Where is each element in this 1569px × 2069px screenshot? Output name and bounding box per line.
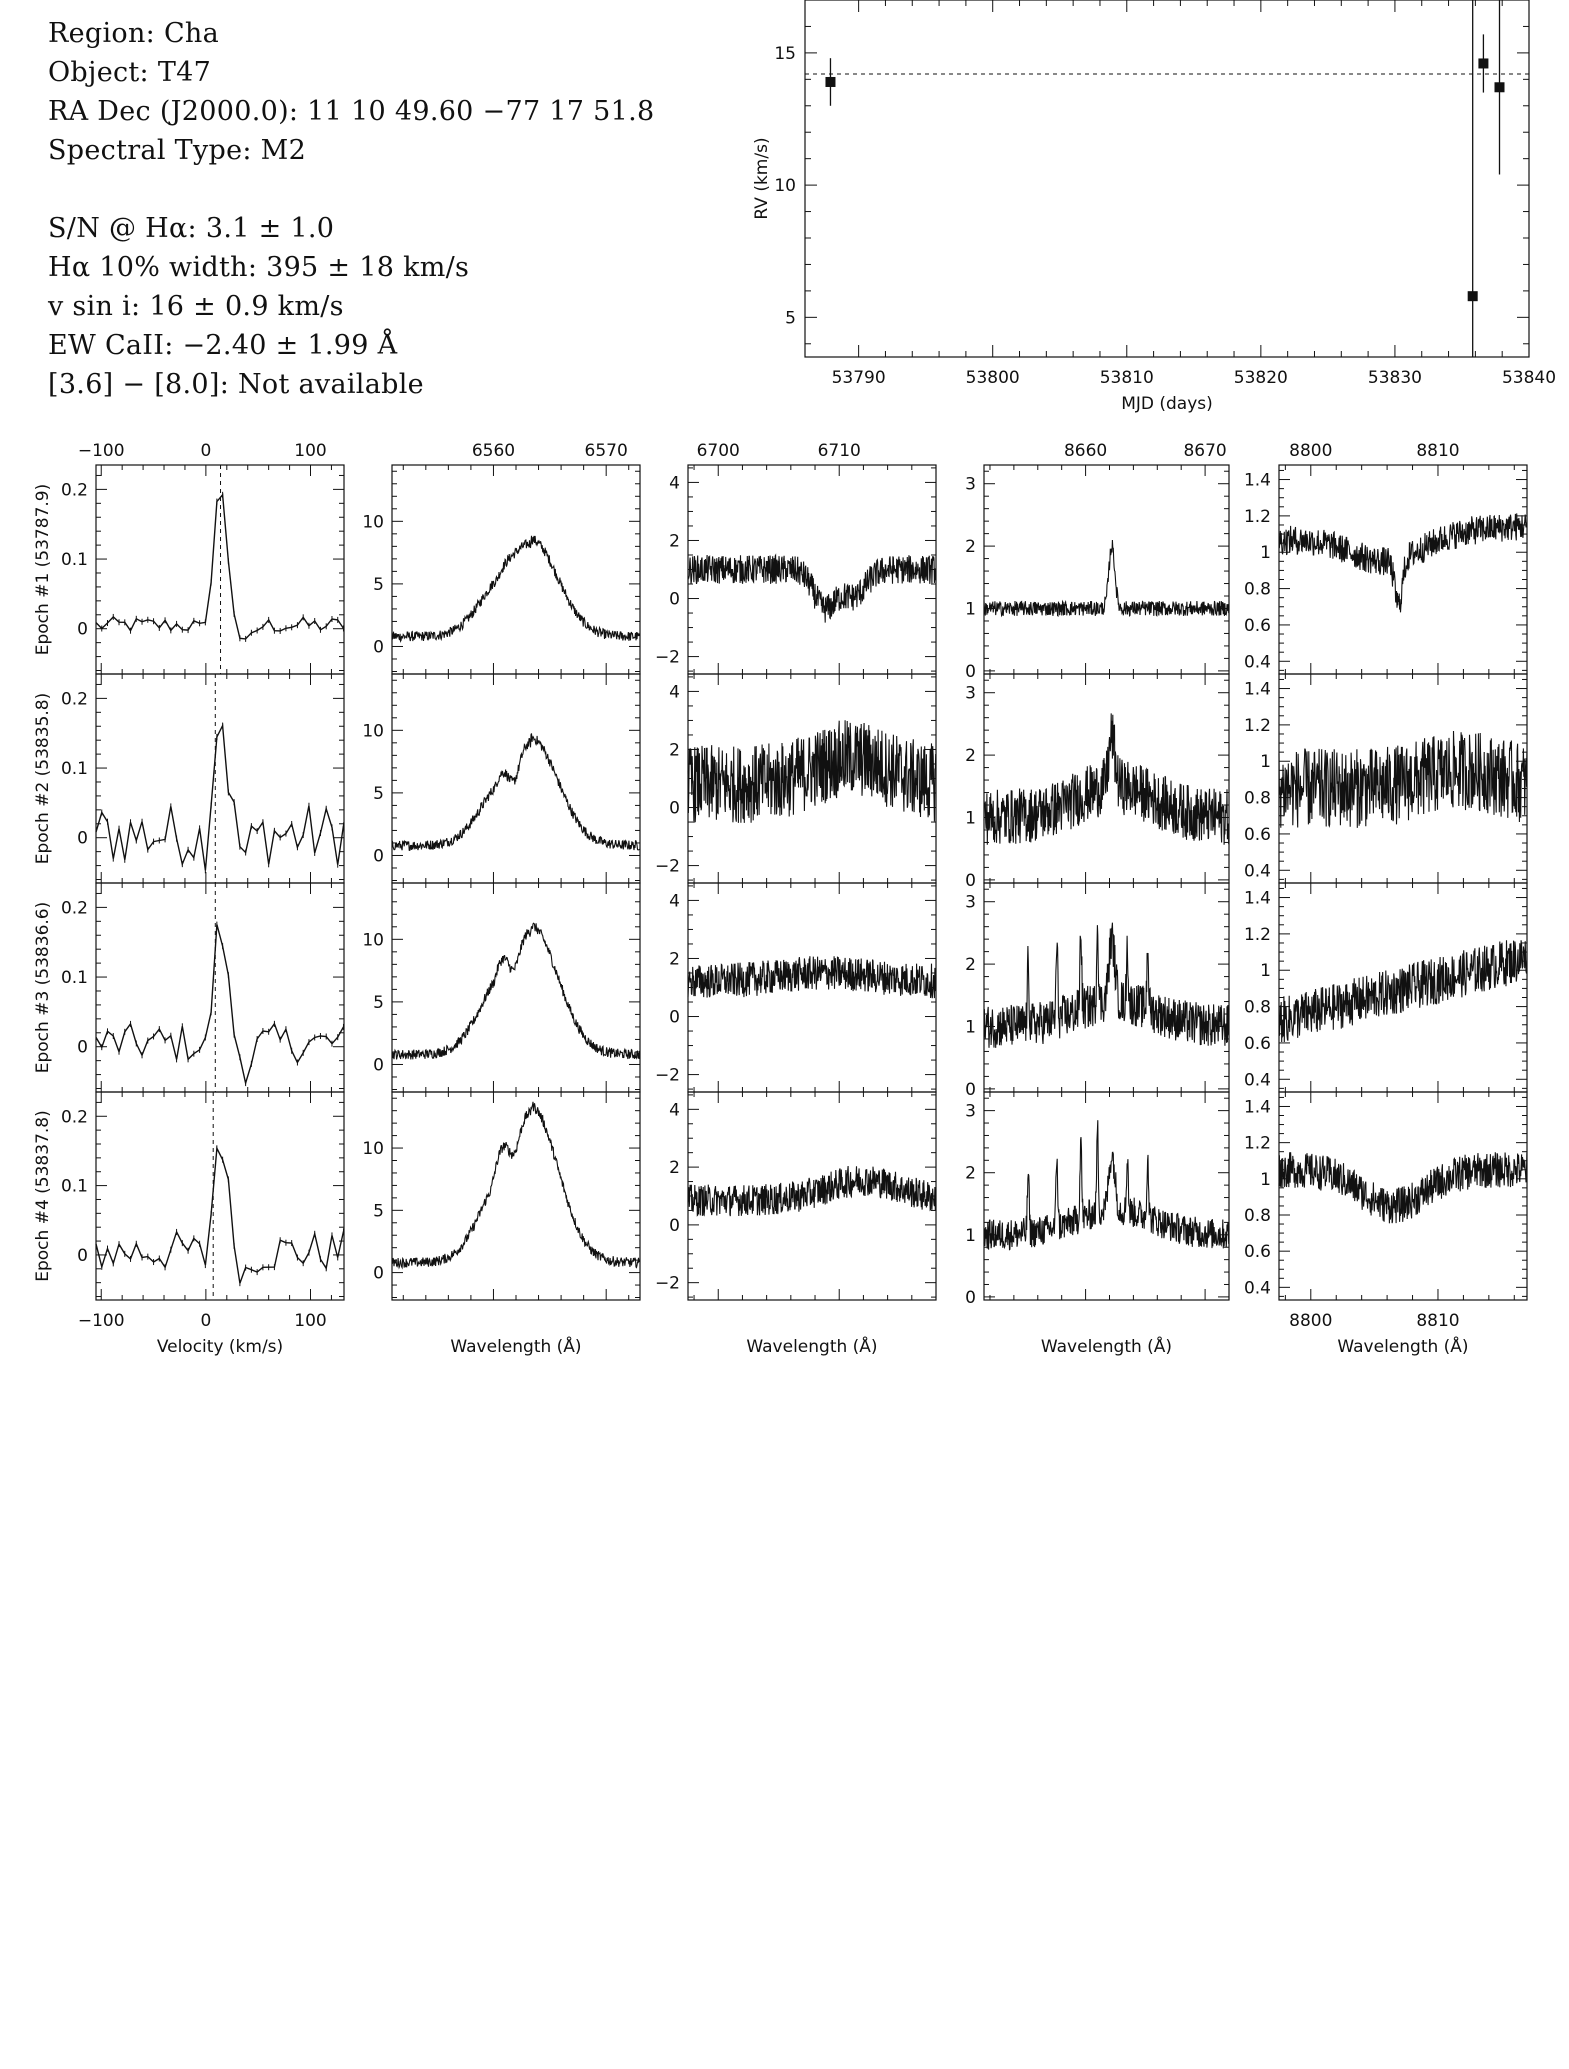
spectrum-line-vel	[96, 1148, 344, 1283]
panel-frame-ha	[392, 883, 640, 1092]
panel-y-tick-label: 0	[965, 1287, 976, 1308]
panel-bottom-tick-label: 8810	[1416, 1311, 1460, 1331]
rv-x-tick-label: 53810	[1099, 368, 1154, 388]
panel-y-tick-label: 0.4	[1243, 861, 1271, 882]
panel-y-tick-label: 0.8	[1243, 1205, 1271, 1226]
panel-y-tick-label: 0.8	[1243, 788, 1271, 809]
panel-top-tick-label: 6710	[817, 441, 861, 461]
panel-y-tick-label: 1.2	[1243, 715, 1271, 736]
panel-frame-ha	[392, 465, 640, 674]
rv-x-axis-label: MJD (days)	[1121, 394, 1213, 414]
panel-y-tick-label: 10	[362, 1139, 384, 1160]
panel-y-tick-label: 1.2	[1243, 924, 1271, 945]
panel-y-tick-label: 1.2	[1243, 1133, 1271, 1154]
panel-y-tick-label: 0.8	[1243, 579, 1271, 600]
ha-width-label: Hα 10% width: 395 ± 18 km/s	[48, 252, 470, 283]
rv-x-tick-label: 53800	[965, 368, 1020, 388]
panel-y-tick-label: 0.4	[1243, 652, 1271, 673]
spectrum-line-vel	[96, 726, 344, 871]
panel-y-tick-label: 0.6	[1243, 1242, 1271, 1263]
radec-label: RA Dec (J2000.0): 11 10 49.60 −77 17 51.8	[48, 96, 655, 127]
panel-y-tick-label: 1.2	[1243, 506, 1271, 527]
panel-y-tick-label: 5	[373, 992, 384, 1013]
panel-bottom-tick-label: −100	[77, 1311, 125, 1331]
panel-y-tick-label: 3	[965, 892, 976, 913]
panel-y-tick-label: 0.1	[60, 759, 88, 780]
panel-bottom-tick-label: 0	[200, 1311, 212, 1331]
panel-y-tick-label: 0.2	[60, 1107, 88, 1128]
panel-y-tick-label: 1	[1260, 961, 1271, 982]
panel-y-tick-label: 1	[1260, 1169, 1271, 1190]
panel-y-tick-label: 4	[669, 682, 680, 703]
panel-y-tick-label: 0.4	[1243, 1278, 1271, 1299]
panel-y-tick-label: 1	[965, 808, 976, 829]
spectrum-line-vel	[96, 925, 344, 1084]
panel-top-tick-label: 100	[294, 441, 327, 461]
panel-y-tick-label: 2	[669, 531, 680, 552]
panel-y-tick-label: −2	[654, 856, 680, 877]
object-label: Object: T47	[48, 57, 212, 88]
panel-y-tick-label: 0	[373, 637, 384, 658]
vsini-label: v sin i: 16 ± 0.9 km/s	[48, 291, 344, 322]
rv-y-tick-label: 15	[774, 43, 796, 64]
panel-x-axis-label-ha: Wavelength (Å)	[450, 1337, 582, 1357]
panel-y-tick-label: 0	[77, 619, 88, 640]
epoch-label: Epoch #4 (53837.8)	[33, 1110, 53, 1282]
panel-y-tick-label: 0	[965, 870, 976, 891]
panel-y-tick-label: 0.2	[60, 689, 88, 710]
panel-y-tick-label: 0.6	[1243, 1033, 1271, 1054]
panel-y-tick-label: 10	[362, 930, 384, 951]
panel-y-tick-label: −2	[654, 647, 680, 668]
panel-y-tick-label: 1	[965, 1225, 976, 1246]
panel-y-tick-label: 0	[965, 661, 976, 682]
panel-y-tick-label: −2	[654, 1273, 680, 1294]
spectrum-line-ca1	[984, 1120, 1229, 1249]
panel-y-tick-label: 5	[373, 1201, 384, 1222]
rv-y-axis-label: RV (km/s)	[752, 137, 772, 220]
panel-y-tick-label: 0.2	[60, 480, 88, 501]
panel-frame-vel	[96, 883, 344, 1092]
panel-top-tick-label: 8660	[1063, 441, 1108, 461]
panel-y-tick-label: 0.8	[1243, 997, 1271, 1018]
rv-y-tick-label: 10	[774, 176, 796, 197]
panel-frame-vel	[96, 1092, 344, 1300]
panel-y-tick-label: 10	[362, 512, 384, 533]
ew-ca-label: EW CaII: −2.40 ± 1.99 Å	[48, 330, 398, 361]
panel-top-tick-label: 8800	[1289, 441, 1333, 461]
epoch-label: Epoch #1 (53787.9)	[33, 483, 53, 656]
spectrum-line-ha	[392, 733, 640, 850]
rv-x-tick-label: 53790	[831, 368, 886, 388]
rv-x-tick-label: 53830	[1367, 368, 1422, 388]
panel-y-tick-label: 1	[1260, 752, 1271, 773]
panel-y-tick-label: 3	[965, 474, 976, 495]
panel-y-tick-label: 1	[965, 1017, 976, 1038]
spectrum-line-ca1	[984, 540, 1229, 616]
spectrum-line-ha	[392, 536, 640, 641]
panel-y-tick-label: 0	[373, 846, 384, 867]
panel-top-tick-label: −100	[77, 441, 125, 461]
panel-x-axis-label-ca1: Wavelength (Å)	[1040, 1337, 1173, 1357]
panel-y-tick-label: 0	[669, 1215, 680, 1236]
spectrum-line-ca2	[1279, 940, 1527, 1042]
panel-bottom-tick-label: 100	[294, 1311, 327, 1331]
panel-y-tick-label: 0.2	[60, 898, 88, 919]
panel-y-tick-label: 2	[965, 1163, 976, 1184]
panel-y-tick-label: 1	[1260, 543, 1271, 564]
panel-y-tick-label: 3	[965, 683, 976, 704]
panel-x-axis-label-vel: Velocity (km/s)	[156, 1337, 284, 1357]
region-label: Region: Cha	[48, 18, 219, 49]
spectrum-line-vel	[96, 495, 344, 639]
panel-y-tick-label: 2	[669, 740, 680, 761]
panel-y-tick-label: 2	[965, 537, 976, 558]
epoch-label: Epoch #2 (53835.8)	[33, 692, 53, 865]
panel-y-tick-label: 0.1	[60, 550, 88, 571]
panel-y-tick-label: 0.1	[60, 1176, 88, 1197]
panel-top-tick-label: 6700	[696, 441, 740, 461]
epoch-label: Epoch #3 (53836.6)	[33, 901, 53, 1074]
panel-y-tick-label: 0	[77, 1037, 88, 1058]
panel-y-tick-label: 2	[965, 746, 976, 767]
irac-color-label: [3.6] − [8.0]: Not available	[48, 369, 424, 400]
panel-frame-ha	[392, 1092, 640, 1300]
spectrum-line-ca1	[984, 923, 1229, 1048]
panel-y-tick-label: 2	[669, 949, 680, 970]
panel-y-tick-label: 0	[373, 1263, 384, 1284]
panel-frame-ca2	[1279, 465, 1527, 674]
spectrum-line-ca1	[984, 713, 1229, 844]
rv-x-tick-label: 53840	[1501, 368, 1557, 388]
panel-y-tick-label: 2	[965, 955, 976, 976]
panel-y-tick-label: 4	[669, 473, 680, 494]
panel-y-tick-label: 5	[373, 574, 384, 595]
panel-y-tick-label: 0	[77, 1245, 88, 1266]
spectrum-line-ca2	[1279, 513, 1527, 612]
panel-y-tick-label: 0	[77, 828, 88, 849]
panel-top-tick-label: 8810	[1416, 441, 1460, 461]
panel-y-tick-label: 0.4	[1243, 1070, 1271, 1091]
panel-top-tick-label: 0	[200, 441, 212, 461]
spectrum-line-ha	[392, 923, 640, 1059]
panel-y-tick-label: 0	[965, 1079, 976, 1100]
rv-x-tick-label: 53820	[1233, 368, 1288, 388]
panel-y-tick-label: 1	[965, 599, 976, 620]
spectrum-line-ca2	[1279, 731, 1527, 828]
panel-x-axis-label-li: Wavelength (Å)	[746, 1337, 878, 1357]
spectrum-line-li	[688, 555, 936, 623]
spectrum-line-ca2	[1279, 1152, 1527, 1223]
spectrum-line-ha	[392, 1102, 640, 1268]
panel-y-tick-label: 1.4	[1243, 1097, 1271, 1118]
panel-top-tick-label: 8670	[1183, 441, 1227, 461]
panel-y-tick-label: 0	[669, 1007, 680, 1028]
panel-y-tick-label: 0	[669, 798, 680, 819]
panel-y-tick-label: 0	[669, 589, 680, 610]
panel-y-tick-label: 1.4	[1243, 470, 1271, 491]
panel-y-tick-label: 1.4	[1243, 888, 1271, 909]
panel-frame-vel	[96, 674, 344, 883]
panel-frame-vel	[96, 465, 344, 674]
panel-y-tick-label: 3	[965, 1101, 976, 1122]
spectral-type-label: Spectral Type: M2	[48, 135, 307, 166]
panel-y-tick-label: 0.1	[60, 968, 88, 989]
panel-y-tick-label: 0.6	[1243, 824, 1271, 845]
panel-y-tick-label: 0	[373, 1055, 384, 1076]
spectrum-line-li	[688, 720, 936, 823]
panel-x-axis-label-ca2: Wavelength (Å)	[1337, 1337, 1469, 1357]
panel-y-tick-label: 0.6	[1243, 615, 1271, 636]
panel-y-tick-label: 10	[362, 721, 384, 742]
panel-y-tick-label: −2	[654, 1065, 680, 1086]
rv-y-tick-label: 5	[785, 308, 796, 329]
panel-y-tick-label: 5	[373, 783, 384, 804]
spectrum-line-li	[688, 1166, 936, 1216]
panel-y-tick-label: 2	[669, 1158, 680, 1179]
panel-top-tick-label: 6560	[471, 441, 516, 461]
panel-y-tick-label: 1.4	[1243, 679, 1271, 700]
sn-label: S/N @ Hα: 3.1 ± 1.0	[48, 213, 335, 244]
panel-top-tick-label: 6570	[584, 441, 628, 461]
panel-bottom-tick-label: 8800	[1289, 1311, 1333, 1331]
panel-frame-ca1	[984, 465, 1229, 674]
panel-frame-ca2	[1279, 1092, 1527, 1300]
panel-y-tick-label: 4	[669, 891, 680, 912]
spectrum-line-li	[688, 956, 936, 998]
panel-y-tick-label: 4	[669, 1100, 680, 1121]
